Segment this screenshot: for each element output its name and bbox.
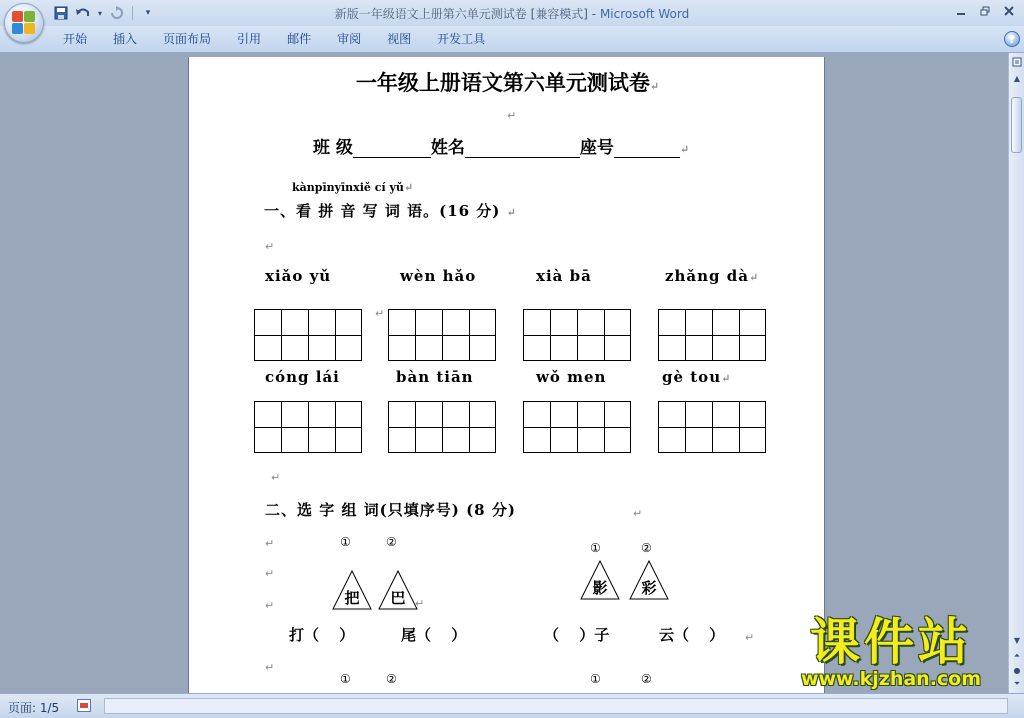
writing-grid[interactable] bbox=[388, 401, 496, 453]
writing-grid[interactable] bbox=[523, 401, 631, 453]
app-name: Microsoft Word bbox=[599, 7, 690, 21]
tab-review[interactable]: 审阅 bbox=[337, 32, 362, 46]
office-button[interactable] bbox=[4, 3, 44, 43]
pinyin-word: wèn hǎo bbox=[400, 267, 477, 285]
ribbon-tabs bbox=[50, 31, 498, 48]
pinyin-word: bàn tiān bbox=[396, 368, 474, 386]
option-marker: ② bbox=[641, 672, 652, 686]
option-marker: ① bbox=[340, 535, 351, 549]
tab-page-layout[interactable]: 页面布局 bbox=[163, 32, 212, 46]
ruler-toggle-icon[interactable] bbox=[1010, 55, 1024, 69]
writing-grid[interactable] bbox=[658, 401, 766, 453]
document-workspace[interactable] bbox=[0, 53, 1008, 693]
triangle-char-box bbox=[332, 570, 372, 610]
blank-word[interactable]: 云（ ） bbox=[659, 626, 725, 644]
paragraph-mark: ↵ bbox=[506, 206, 517, 219]
option-marker: ① bbox=[590, 541, 601, 555]
pinyin-word bbox=[665, 267, 759, 285]
triangle-char: 巴 bbox=[390, 589, 406, 607]
paragraph-mark: ↵ bbox=[271, 471, 281, 484]
option-marker: ② bbox=[386, 535, 397, 549]
next-page-icon[interactable]: ⏷ bbox=[1013, 679, 1021, 688]
option-marker: ① bbox=[340, 672, 351, 686]
class-label: 班 级 bbox=[313, 138, 353, 158]
previous-page-icon[interactable]: ⏶ bbox=[1013, 651, 1021, 660]
scroll-up-icon[interactable]: ▲ bbox=[1013, 73, 1021, 83]
pinyin-hint-text: kànpīnyīnxiě cí yǔ bbox=[292, 181, 404, 194]
tab-insert[interactable]: 插入 bbox=[113, 32, 138, 46]
pinyin-word-text: gè tou bbox=[662, 368, 722, 386]
seat-label: 座号 bbox=[579, 138, 614, 158]
scrollbar-thumb[interactable] bbox=[1011, 97, 1022, 153]
blank-word[interactable]: （ ）子 bbox=[544, 626, 610, 644]
option-marker: ① bbox=[590, 672, 601, 686]
triangle-char-box bbox=[580, 560, 620, 600]
exam-title bbox=[189, 67, 826, 97]
writing-grid[interactable] bbox=[254, 309, 362, 361]
paragraph-mark: ↵ bbox=[649, 80, 660, 93]
pinyin-word bbox=[662, 368, 731, 386]
status-bar bbox=[0, 693, 1024, 718]
paragraph-mark: ↵ bbox=[507, 109, 517, 122]
window-controls bbox=[950, 2, 1020, 20]
watermark-title: 课件站 bbox=[810, 613, 972, 671]
paragraph-mark: ↵ bbox=[375, 307, 385, 320]
pinyin-word: xià bā bbox=[536, 267, 592, 285]
name-label: 姓名 bbox=[430, 138, 465, 158]
paragraph-mark: ↵ bbox=[265, 240, 275, 253]
writing-grid[interactable] bbox=[658, 309, 766, 361]
triangle-char-box bbox=[629, 560, 669, 600]
site-watermark bbox=[774, 612, 1008, 692]
paragraph-mark: ↵ bbox=[403, 181, 414, 194]
minimize-icon[interactable] bbox=[950, 2, 972, 20]
tab-references[interactable]: 引用 bbox=[237, 32, 262, 46]
document-page[interactable] bbox=[188, 57, 825, 693]
scroll-down-icon[interactable]: ▼ bbox=[1013, 635, 1021, 645]
student-info-line bbox=[313, 133, 689, 158]
pinyin-hint bbox=[292, 181, 413, 194]
section1-title bbox=[264, 200, 517, 221]
paragraph-mark: ↵ bbox=[748, 271, 760, 284]
triangle-char: 把 bbox=[344, 589, 360, 607]
paragraph-mark: ↵ bbox=[265, 599, 275, 612]
blank-word[interactable]: 尾（ ） bbox=[401, 626, 467, 644]
paragraph-mark: ↵ bbox=[415, 597, 425, 610]
title-separator: - bbox=[587, 7, 600, 21]
customize-icon[interactable]: ▾ bbox=[145, 8, 151, 18]
pinyin-word: cóng lái bbox=[265, 368, 340, 386]
tab-mailings[interactable]: 邮件 bbox=[287, 32, 312, 46]
triangle-char: 彩 bbox=[641, 579, 657, 597]
triangle-char-box bbox=[378, 570, 418, 610]
horizontal-scrollbar[interactable] bbox=[104, 698, 1008, 714]
paragraph-mark: ↵ bbox=[265, 661, 275, 674]
tab-developer[interactable]: 开发工具 bbox=[437, 32, 486, 46]
restore-icon[interactable] bbox=[974, 2, 996, 20]
exam-title-text: 一年级上册语文第六单元测试卷 bbox=[355, 70, 650, 95]
paragraph-mark: ↵ bbox=[265, 537, 275, 550]
browse-object-icon[interactable]: ● bbox=[1013, 665, 1021, 675]
section2-title: 二、选 字 组 词(只填序号) (8 分) bbox=[265, 501, 516, 519]
window-title bbox=[0, 5, 1024, 22]
name-blank[interactable] bbox=[465, 140, 580, 158]
undo-dropdown-icon[interactable]: ▾ bbox=[97, 8, 102, 18]
vertical-scrollbar[interactable] bbox=[1008, 53, 1024, 693]
document-name: 新版一年级语文上册第六单元测试卷 [兼容模式] bbox=[334, 7, 588, 21]
page-number-status[interactable]: 页面: 1/5 bbox=[8, 701, 60, 715]
writing-grid[interactable] bbox=[523, 309, 631, 361]
tab-home[interactable]: 开始 bbox=[63, 32, 88, 46]
help-icon[interactable]: ? bbox=[1004, 31, 1020, 47]
option-marker: ② bbox=[641, 541, 652, 555]
section1-title-text: 一、看 拼 音 写 词 语。(16 分) bbox=[264, 202, 501, 220]
ribbon-tab-bar bbox=[0, 26, 1024, 53]
pinyin-word: wǒ men bbox=[536, 368, 607, 386]
office-logo-icon bbox=[12, 11, 36, 35]
writing-grid[interactable] bbox=[254, 401, 362, 453]
pinyin-word: xiǎo yǔ bbox=[265, 267, 332, 285]
class-blank[interactable] bbox=[353, 140, 431, 158]
writing-grid[interactable] bbox=[388, 309, 496, 361]
seat-blank[interactable] bbox=[614, 140, 680, 158]
paragraph-mark: ↵ bbox=[679, 143, 690, 156]
tab-view[interactable]: 视图 bbox=[387, 32, 412, 46]
blank-word[interactable]: 打（ ） bbox=[289, 626, 355, 644]
pinyin-word-text: zhǎng dà bbox=[665, 267, 749, 285]
proofing-icon[interactable] bbox=[77, 699, 91, 712]
paragraph-mark: ↵ bbox=[745, 631, 755, 644]
title-bar bbox=[0, 0, 1024, 26]
triangle-char: 影 bbox=[592, 579, 608, 597]
close-icon[interactable] bbox=[998, 2, 1020, 20]
watermark-url: www.kjzhan.com bbox=[800, 668, 982, 690]
paragraph-mark: ↵ bbox=[265, 567, 275, 580]
paragraph-mark: ↵ bbox=[633, 507, 643, 520]
option-marker: ② bbox=[386, 672, 397, 686]
paragraph-mark: ↵ bbox=[721, 372, 732, 385]
